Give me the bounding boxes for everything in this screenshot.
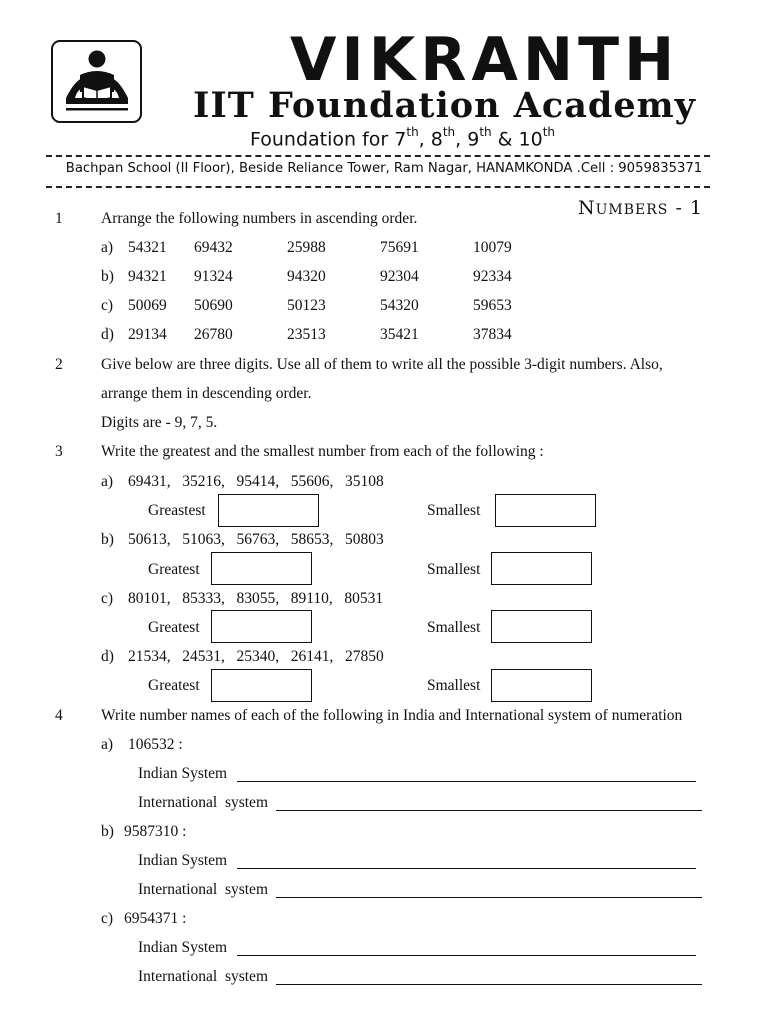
indian-system-answer-line[interactable]: [237, 868, 696, 869]
smallest-label: Smallest: [427, 677, 481, 694]
q1-text: Arrange the following numbers in ascending order.: [101, 210, 418, 227]
international-system-answer-line[interactable]: [276, 897, 702, 898]
international-system-answer-line[interactable]: [276, 810, 702, 811]
foundation-line: Foundation for 7th, 8th, 9th & 10th: [250, 125, 556, 151]
q3-part-label: c): [101, 590, 114, 607]
greatest-label: Greatest: [148, 561, 200, 578]
q1-value: 29134: [128, 326, 167, 343]
reading-person-icon: [53, 42, 140, 121]
q1-value: 35421: [380, 326, 419, 343]
q1-value: 94321: [128, 268, 167, 285]
q3-number: 3: [55, 443, 63, 460]
q2-number: 2: [55, 356, 63, 373]
q1-value: 54320: [380, 297, 419, 314]
q4-part-number: 6954371 :: [124, 910, 187, 927]
q1-number: 1: [55, 210, 63, 227]
smallest-label: Smallest: [427, 502, 481, 519]
smallest-label: Smallest: [427, 561, 481, 578]
q1-value: 37834: [473, 326, 512, 343]
q1-value: 59653: [473, 297, 512, 314]
q3-text: Write the greatest and the smallest number from each of the following :: [101, 443, 544, 460]
indian-system-label: Indian System: [138, 765, 228, 782]
indian-system-answer-line[interactable]: [237, 781, 696, 782]
q1-value: 25988: [287, 239, 326, 256]
worksheet-title: NUMBERS - 1: [578, 197, 703, 219]
q4-text: Write number names of each of the following in India and International system of numeration: [101, 707, 683, 724]
indian-system-answer-line[interactable]: [237, 955, 696, 956]
q1-value: 69432: [194, 239, 233, 256]
q2-text-line2: arrange them in descending order.: [101, 385, 312, 402]
q1-row-label: c): [101, 297, 114, 314]
q3-part-numbers: 69431, 35216, 95414, 55606, 35108: [128, 473, 384, 490]
q3-part-label: b): [101, 531, 114, 548]
international-system-answer-line[interactable]: [276, 984, 702, 985]
academy-logo: [51, 40, 142, 123]
q1-value: 50069: [128, 297, 167, 314]
dashed-divider-top: [46, 155, 710, 157]
dashed-divider-bottom: [46, 186, 710, 188]
q4-number: 4: [55, 707, 63, 724]
q3-part-numbers: 50613, 51063, 56763, 58653, 50803: [128, 531, 384, 548]
q1-value: 92334: [473, 268, 512, 285]
q1-row-label: d): [101, 326, 114, 343]
q3-part-numbers: 80101, 85333, 83055, 89110, 80531: [128, 590, 384, 607]
smallest-answer-box[interactable]: [491, 552, 592, 585]
greatest-answer-box[interactable]: [211, 552, 312, 585]
smallest-answer-box[interactable]: [491, 610, 592, 643]
q1-row-label: b): [101, 268, 114, 285]
brand-name: VIKRANTH: [290, 25, 680, 95]
q4-part-number: 106532 :: [128, 736, 183, 753]
q4-part-label: a): [101, 736, 114, 753]
q4-part-label: c): [101, 910, 114, 927]
smallest-answer-box[interactable]: [491, 669, 592, 702]
international-system-label: International system: [138, 794, 268, 811]
q4-part-number: 9587310 :: [124, 823, 187, 840]
indian-system-label: Indian System: [138, 939, 228, 956]
q3-part-label: d): [101, 648, 114, 665]
greatest-label: Greatest: [148, 677, 200, 694]
address-line: Bachpan School (II Floor), Beside Reliance Tower, Ram Nagar, HANAMKONDA .Cell : 9059835371: [65, 161, 703, 176]
international-system-label: International system: [138, 968, 268, 985]
q1-value: 94320: [287, 268, 326, 285]
q1-value: 54321: [128, 239, 167, 256]
indian-system-label: Indian System: [138, 852, 228, 869]
q1-value: 91324: [194, 268, 233, 285]
greatest-answer-box[interactable]: [218, 494, 319, 527]
greatest-label: Greastest: [148, 502, 206, 519]
international-system-label: International system: [138, 881, 268, 898]
q1-row-label: a): [101, 239, 114, 256]
q3-part-numbers: 21534, 24531, 25340, 26141, 27850: [128, 648, 384, 665]
q2-digits: Digits are - 9, 7, 5.: [101, 414, 218, 431]
q3-part-label: a): [101, 473, 114, 490]
greatest-label: Greatest: [148, 619, 200, 636]
smallest-answer-box[interactable]: [495, 494, 596, 527]
q1-value: 92304: [380, 268, 419, 285]
q1-value: 23513: [287, 326, 326, 343]
q1-value: 10079: [473, 239, 512, 256]
greatest-answer-box[interactable]: [211, 669, 312, 702]
q2-text-line1: Give below are three digits. Use all of them to write all the possible 3-digit numbers. Also,: [101, 356, 663, 373]
academy-name: IIT Foundation Academy: [193, 85, 696, 126]
q1-value: 50690: [194, 297, 233, 314]
q4-part-label: b): [101, 823, 114, 840]
q1-value: 75691: [380, 239, 419, 256]
q1-value: 50123: [287, 297, 326, 314]
smallest-label: Smallest: [427, 619, 481, 636]
greatest-answer-box[interactable]: [211, 610, 312, 643]
q1-value: 26780: [194, 326, 233, 343]
